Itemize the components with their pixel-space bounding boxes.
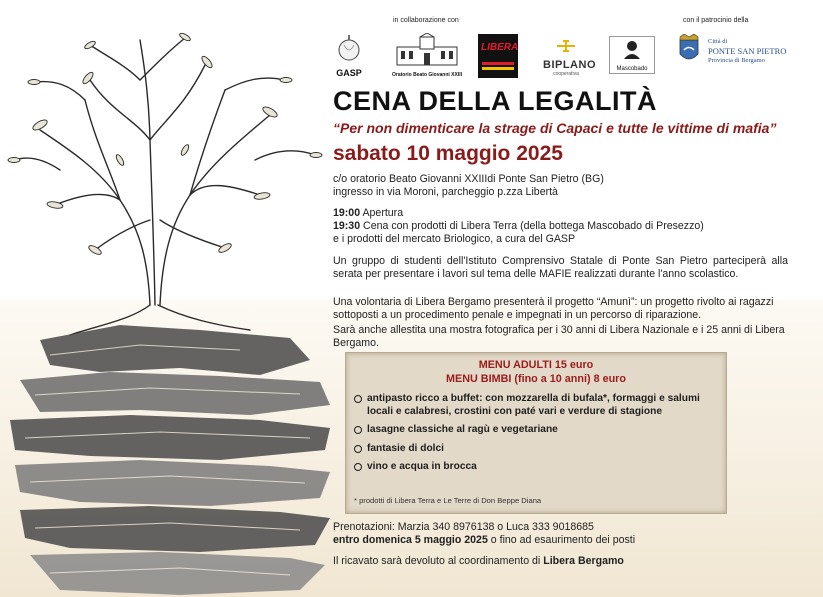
schedule [333, 207, 788, 246]
collaboration-label: in collaborazione con [393, 17, 459, 24]
citta-name: PONTE SAN PIETRO [708, 46, 787, 56]
menu-list [354, 393, 714, 480]
oratorio-logo [392, 33, 462, 79]
gasp-logo [332, 35, 366, 77]
event-subtitle: “Per non dimenticare la strage di Capaci e tutte le vittime di mafia” [333, 120, 777, 136]
proceeds-recipient: Libera Bergamo [543, 555, 624, 567]
menu-box [345, 352, 727, 514]
menu-item-text: vino e acqua in brocca [367, 461, 477, 472]
proceeds-text: Il ricavato sarà devoluto al coordinamento di [333, 555, 544, 567]
bullet-icon [354, 445, 362, 453]
venue-line-2: ingresso in via Moroni, parcheggio p.zza Libertà [333, 186, 558, 198]
venue-line-1: c/o oratorio Beato Giovanni XXIIIdi Ponte San Pietro (BG) [333, 173, 604, 185]
menu-item-text: lasagne classiche al ragù e vegetariane [367, 424, 558, 435]
ponte-san-pietro-logo [676, 34, 796, 74]
schedule-text-1: Apertura [360, 207, 404, 219]
garlic-icon [332, 35, 366, 63]
libera-logo [478, 34, 518, 78]
biplano-logo-text: BIPLANO [543, 59, 596, 71]
building-icon [392, 33, 462, 67]
booking-deadline [333, 534, 788, 547]
schedule-time-2: 19:30 [333, 220, 361, 232]
menu-footnote: * prodotti di Libera Terra e Le Terre di Don Beppe Diana [354, 496, 542, 505]
biplano-logo [543, 38, 596, 78]
mascobado-figure-icon [610, 37, 654, 61]
coat-of-arms-icon [676, 34, 702, 66]
booking-info [333, 521, 788, 547]
event-date: sabato 10 maggio 2025 [333, 142, 563, 165]
schedule-time-1: 19:00 [333, 207, 361, 219]
patronage-label: con il patrocinio della [683, 17, 749, 24]
menu-item-text: fantasie di dolci [367, 442, 444, 454]
paragraph-exhibition: Sarà anche allestita una mostra fotografica per i 30 anni di Libera Nazionale e i 25 anni di Libera Bergamo. [333, 324, 785, 349]
gasp-logo-text: GASP [336, 68, 362, 78]
deadline-date: entro domenica 5 maggio 2025 [333, 534, 488, 546]
libera-logo-text: LIBERA [481, 42, 519, 53]
menu-adult-price: MENU ADULTI 15 euro [478, 359, 594, 371]
proceeds-info [333, 555, 788, 568]
citta-label: Città di [708, 38, 728, 45]
menu-item [354, 461, 714, 474]
mascobado-logo [609, 36, 655, 74]
oratorio-logo-text: Oratorio Beato Giovanni XXIII [392, 72, 463, 78]
bullet-icon [354, 463, 362, 471]
bullet-icon [354, 426, 362, 434]
biplano-logo-subtext: cooperativa [553, 71, 579, 77]
menu-item [354, 393, 714, 418]
menu-kids-price: MENU BIMBI (fino a 10 anni) 8 euro [446, 373, 626, 385]
paragraph-students: Un gruppo di studenti dell'Istituto Comprensivo Statale di Ponte San Pietro parteciperà alla serata per presentare i lavori sul tema delle MAFIE realizzati durante l'anno scolastico. [333, 255, 788, 280]
olive-tree-illustration [0, 20, 340, 597]
schedule-item-opening [333, 207, 788, 220]
citta-province: Provincia di Bergamo [708, 57, 765, 64]
venue-info [333, 173, 788, 199]
deadline-note: o fino ad esaurimento dei posti [487, 534, 636, 546]
booking-contacts: Prenotazioni: Marzia 340 8976138 o Luca 333 9018685 [333, 521, 594, 533]
schedule-text-2-continued: e i prodotti del mercato Briologico, a cura del GASP [333, 233, 576, 245]
mascobado-logo-text: Mascobado [616, 66, 648, 72]
paragraph-amuni: Una volontaria di Libera Bergamo presenterà il progetto “Amunì”: un progetto rivolto ai ragazzi sottoposti a un procedimento penale e impegnati in un percorso di riparazione. [333, 296, 774, 321]
event-title: CENA DELLA LEGALITÀ [333, 86, 657, 116]
bullet-icon [354, 395, 362, 403]
menu-item [354, 424, 714, 437]
menu-item-text: antipasto ricco a buffet: con mozzarella di bufala*, formaggi e salumi locali e calabresi, crostini con paté vari e verdure di stagione [367, 393, 700, 417]
biplane-icon [543, 38, 589, 54]
menu-item [354, 443, 714, 456]
schedule-text-2: Cena con prodotti di Libera Terra (della bottega Mascobado di Presezzo) [360, 220, 704, 232]
schedule-item-dinner [333, 220, 788, 233]
